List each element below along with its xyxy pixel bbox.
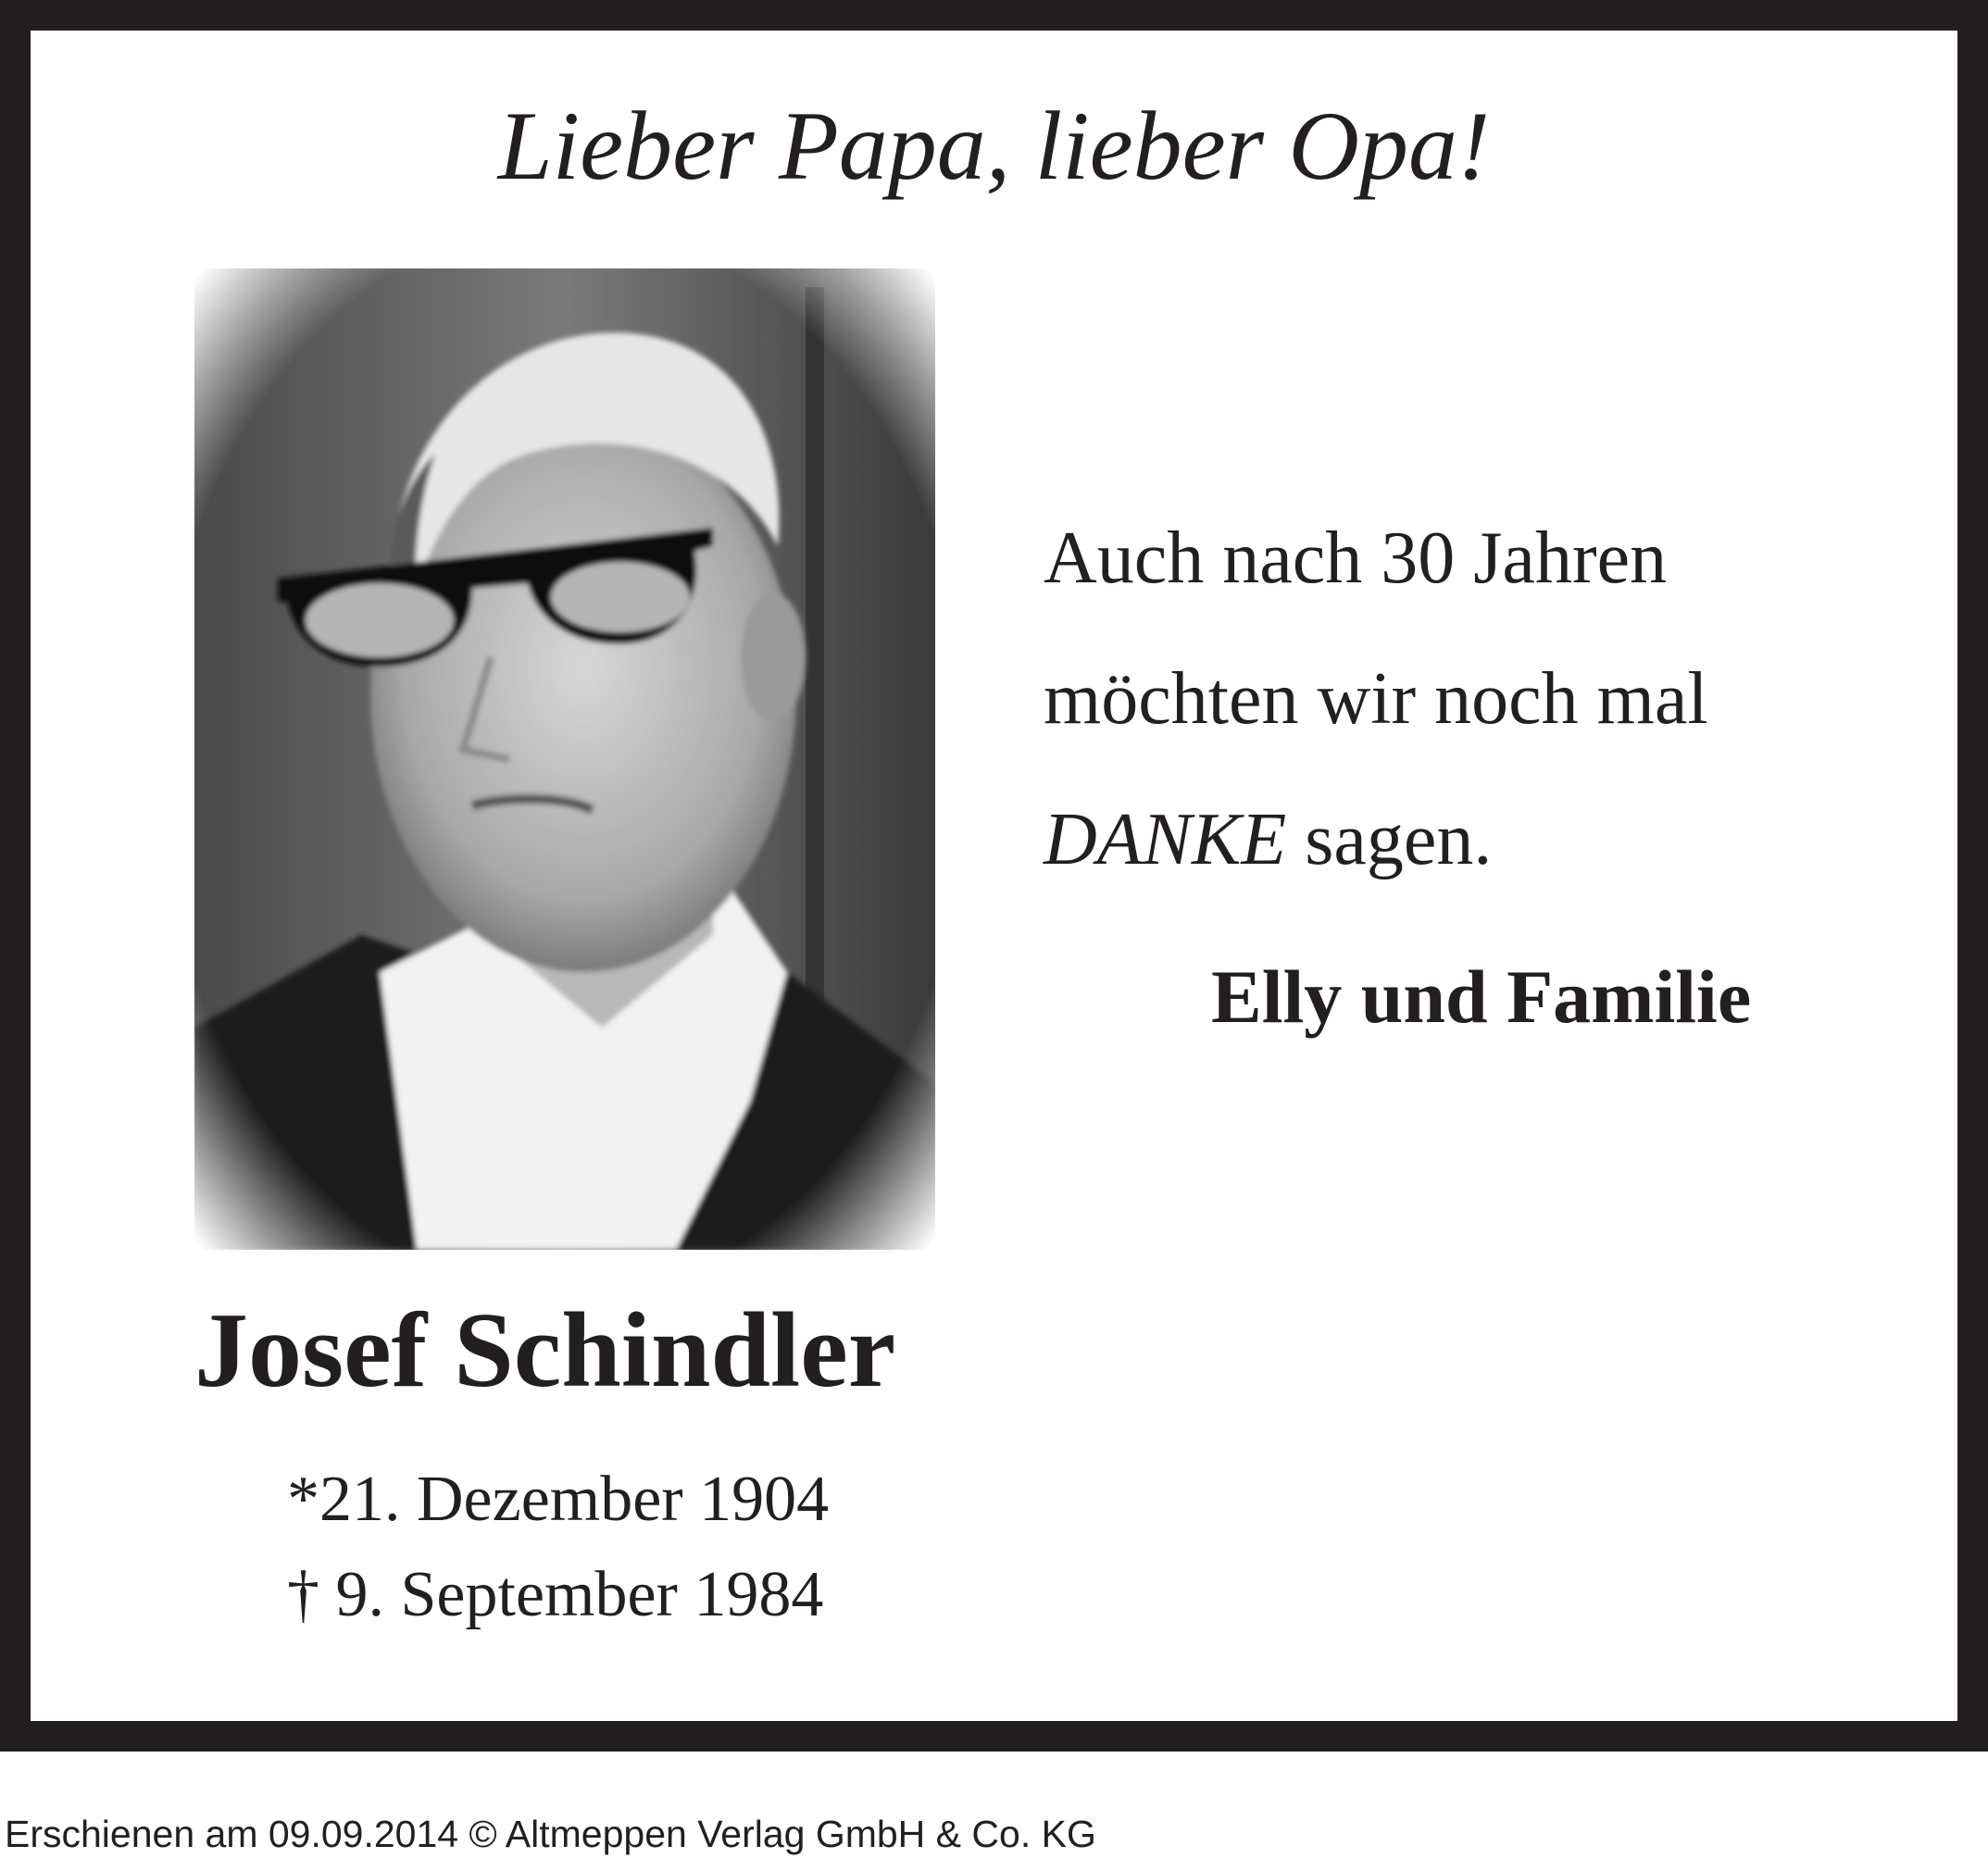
- headline: Lieber Papa, lieber Opa!: [497, 92, 1491, 200]
- message-line-2: möchten wir noch mal: [1044, 658, 1708, 740]
- message-line-1: Auch nach 30 Jahren: [1044, 517, 1668, 599]
- signature: Elly und Familie: [1211, 954, 1752, 1039]
- message-line-3-rest: sagen.: [1286, 799, 1493, 880]
- message-line-3: [1044, 769, 1708, 910]
- life-dates: [287, 1452, 829, 1642]
- danke-emphasis: DANKE: [1044, 799, 1287, 880]
- death-date: † 9. September 1984: [287, 1559, 824, 1630]
- portrait-photo: [194, 268, 935, 1250]
- deceased-name: Josef Schindler: [194, 1291, 896, 1410]
- birth-date: *21. Dezember 1904: [287, 1464, 830, 1535]
- publication-footer: Erschienen am 09.09.2014 © Altmeppen Verlag GmbH & Co. KG: [5, 1813, 1096, 1855]
- thank-you-message: [1044, 488, 1708, 910]
